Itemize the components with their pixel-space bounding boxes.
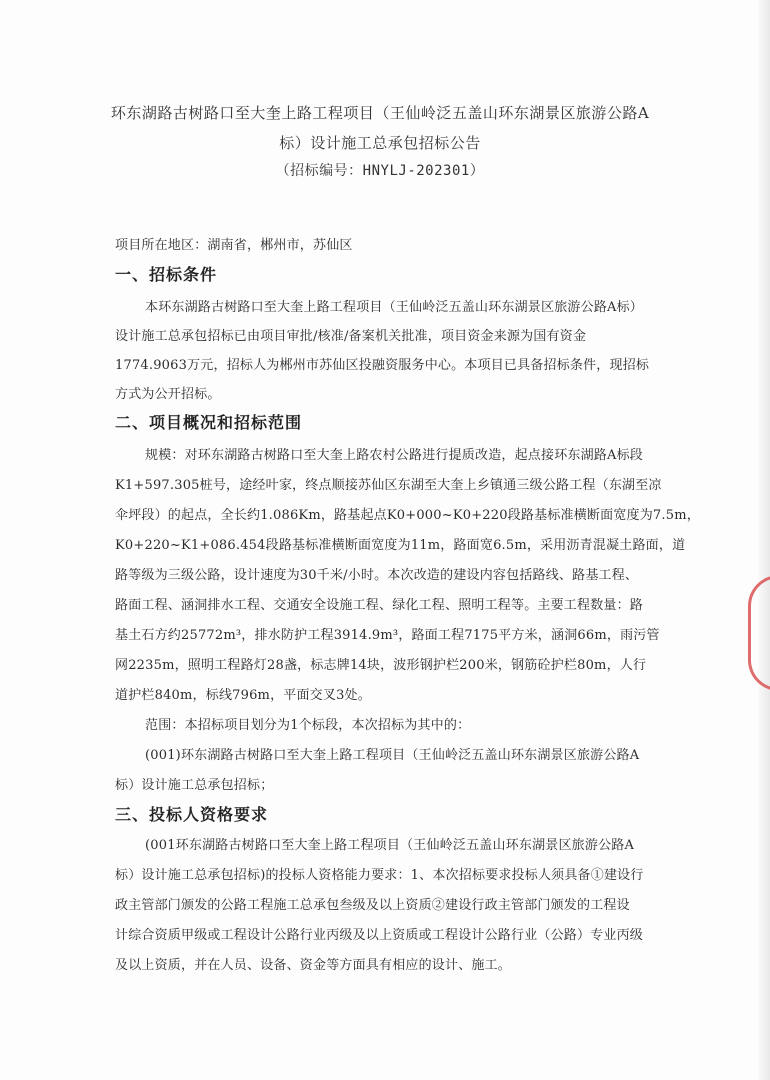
scope-line: 范围：本招标项目划分为1个标段，本次招标为其中的： [145,718,471,733]
paragraph-line: 路等级为三级公路，设计速度为30千米/小时。本次改造的建设内容包括路线、路基工程、 [115,568,639,583]
scope-line: 标）设计施工总承包招标； [115,778,274,793]
section-3-heading: 三、投标人资格要求 [115,805,269,824]
document-title-line-1: 环东湖路古树路口至大奎上路工程项目（王仙岭泛五盖山环东湖景区旅游公路A [110,104,650,122]
section-1-heading: 一、招标条件 [115,265,218,284]
document-title-line-2: 标）设计施工总承包招标公告 [279,134,481,152]
paragraph-line: K1+597.305桩号，途经叶家，终点顺接苏仙区东湖至大奎上乡镇通三级公路工程（东湖至凉 [115,478,662,493]
paragraph-line: 伞坪段）的起点，全长约1.086Km，路基起点K0+000~K0+220段路基标准横断面宽度为7.5m， [115,508,700,523]
paragraph-line: 规模：对环东湖路古树路口至大奎上路农村公路进行提质改造，起点接环东湖路A标段 [145,448,643,463]
tender-number: （招标编号：HNYLJ-202301） [275,163,485,179]
paragraph-line: (001环东湖路古树路口至大奎上路工程项目（王仙岭泛五盖山环东湖景区旅游公路A [145,838,635,853]
scope-line: (001)环东湖路古树路口至大奎上路工程项目（王仙岭泛五盖山环东湖景区旅游公路A [145,748,640,763]
paragraph-line: 及以上资质，并在人员、设备、资金等方面具有相应的设计、施工。 [115,958,512,973]
paragraph-line: 本环东湖路古树路口至大奎上路工程项目（王仙岭泛五盖山环东湖景区旅游公路A标） [145,300,643,315]
paragraph-line: 计综合资质甲级或工程设计公路行业丙级及以上资质或工程设计公路行业（公路）专业丙级 [115,928,644,943]
paragraph-line: 1774.9063万元，招标人为郴州市苏仙区投融资服务中心。本项目已具备招标条件，现招标 [115,358,650,373]
section-2-heading: 二、项目概况和招标范围 [115,413,303,432]
paragraph-line: 道护栏840m，标线796m，平面交叉3处。 [115,688,371,703]
paragraph-line: 路面工程、涵洞排水工程、交通安全设施工程、绿化工程、照明工程等。主要工程数量：路 [115,598,644,613]
project-location: 项目所在地区：湖南省，郴州市，苏仙区 [115,238,353,253]
paragraph-line: 基土石方约25772m³，排水防护工程3914.9m³，路面工程7175平方米，涵洞66m，雨污管 [115,628,660,643]
paragraph-line: K0+220~K1+086.454段路基标准横断面宽度为11m，路面宽6.5m，采用沥青混凝土路面，道 [115,538,686,553]
paragraph-line: 政主管部门颁发的公路工程施工总承包叁级及以上资质②建设行政主管部门颁发的工程设 [115,898,630,913]
paragraph-line: 设计施工总承包招标已由项目审批/核准/备案机关批准，项目资金来源为国有资金 [115,329,587,344]
paragraph-line: 方式为公开招标。 [115,387,221,402]
page-edge-shadow [758,0,770,1080]
paragraph-line: 网2235m，照明工程路灯28盏，标志牌14块，波形钢护栏200米，钢筋砼护栏80m，人行 [115,658,647,673]
seal-stamp-fragment [748,575,770,691]
paragraph-line: 标）设计施工总承包招标)的投标人资格能力要求：1、本次招标要求投标人须具备①建设行 [115,868,644,883]
